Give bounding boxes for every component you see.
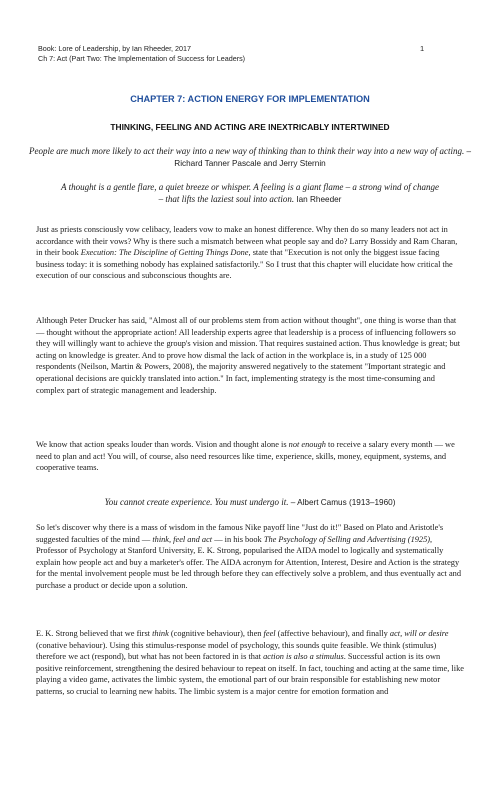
text-run: Just as priests consciously vow celibacy, leaders vow to make an honest difference. Why then do so many leaders not act in accordance with their vows? Why is there such a mismatch between what people say and do? Larry Bossidy and Ram Charan, in their book bbox=[36, 225, 458, 258]
epigraph-quote-3 bbox=[20, 497, 480, 509]
quote-text: A thought is a gentle flare, a quiet breeze or whisper. A feeling is a giant flame – a strong wind of change – that lifts the laziest soul into action. bbox=[61, 182, 439, 204]
text-run: (cognitive behaviour), then bbox=[168, 629, 264, 638]
epigraph-quote-1 bbox=[20, 146, 480, 169]
emphasis: action is also a stimulus bbox=[263, 652, 344, 662]
emphasis: think bbox=[152, 629, 169, 638]
epigraph-quote-2 bbox=[60, 182, 440, 205]
book-title: The Psychology of Selling and Advertising (1925) bbox=[263, 534, 431, 544]
paragraph-5 bbox=[36, 628, 464, 698]
quote-attribution: – Richard Tanner Pascale and Jerry Sternin bbox=[174, 147, 472, 168]
emphasis: think, feel and act bbox=[152, 534, 213, 544]
document-header bbox=[38, 44, 428, 64]
quote-attribution: – Albert Camus (1913–1960) bbox=[290, 498, 396, 507]
text-run: to receive a salary every month — we need to plan and act! You will, of course, also need resources like time, experience, skills, money, equipment, systems, and cooperative teams. bbox=[36, 440, 455, 473]
paragraph-2: Although Peter Drucker has said, "Almost all of our problems stem from action without thought", one thing is worse than that — thought without the appropriate action! All leadership experts agree that leadership is a process of influencing followers so they will willingly want to achieve the group's vision and mission. That requires sustained action. Thus knowledge is great; but acting on knowledge is greater. And to prove how dismal the lack of action in the workplace is, in a study of 125 000 respondents (Neilson, Martin & Powers, 2008), the majority answered negatively to the statement "Important strategic and operational decisions are quickly translated into action." In fact, implementing strategy is the most time-consuming and complex part of strategic management and leadership. bbox=[36, 316, 461, 395]
text-run: , state that "Execution is not only the biggest issue facing business today: it is something nobody has explained satisfactorily." So I trust that this chapter will elucidate how critical the execution of our conscious and subconscious thoughts are. bbox=[36, 248, 453, 281]
text-run: We know that action speaks louder than words. Vision and thought alone is bbox=[36, 440, 289, 449]
quote-attribution: Ian Rheeder bbox=[296, 194, 342, 204]
text-run: . Successful action is its own positive reinforcement, strengthening the desired behaviour to repeat on itself. In fact, touching and acting at the same time, like playing a video game, activates the limbic system, the emotional part of our brain responsible for establishing new motor patterns, so crucial to learning new habits. The limbic system is a major centre for emotion formation and bbox=[36, 652, 464, 696]
emphasis: act, will or desire bbox=[389, 629, 449, 638]
emphasis: feel bbox=[263, 629, 276, 638]
text-run: (conative behaviour). Using this stimulus-response model of psychology, this sounds quite feasible. We think (stimulus) therefore we act (respond), but what has not been factored in is that bbox=[36, 640, 437, 662]
text-run: E. K. Strong believed that we first bbox=[36, 629, 153, 638]
text-run: (affective behaviour), and finally bbox=[275, 629, 390, 638]
chapter-title: CHAPTER 7: ACTION ENERGY FOR IMPLEMENTATION bbox=[130, 94, 370, 104]
paragraph-4 bbox=[36, 522, 464, 592]
text-run: — in his book bbox=[212, 534, 264, 544]
book-title: Execution: The Discipline of Getting Things Done bbox=[80, 248, 249, 258]
header-chapter-line: Ch 7: Act (Part Two: The Implementation of Success for Leaders) bbox=[38, 54, 246, 63]
text-run: , Professor of Psychology at Stanford University, E. K. Strong, popularised the AIDA model to logically and systematically explain how people act and buy a marketer's offer. The AIDA acronym for Attention, Interest, Desire and Action is the strategy for the mental involvement people must be led through before they can effectively solve a problem, and thus eventually act and purchase a product or decide upon a solution. bbox=[36, 534, 462, 590]
emphasis: not enough bbox=[288, 440, 326, 449]
text-run: So let's discover why there is a mass of wisdom in the famous Nike payoff line "Just do it!" Based on Plato and Aristotle's suggested faculties of the mind — bbox=[36, 523, 444, 544]
paragraph-3 bbox=[36, 439, 464, 474]
paragraph-1 bbox=[36, 224, 464, 282]
quote-text: You cannot create experience. You must undergo it. bbox=[104, 497, 289, 507]
header-book-line: Book: Lore of Leadership, by Ian Rheeder, 2017 bbox=[38, 44, 192, 53]
quote-text: People are much more likely to act their way into a new way of thinking than to think their way into a new way of acting. bbox=[28, 146, 465, 156]
page-number: 1 bbox=[420, 44, 425, 53]
section-title: THINKING, FEELING AND ACTING ARE INEXTRICABLY INTERTWINED bbox=[110, 122, 390, 132]
